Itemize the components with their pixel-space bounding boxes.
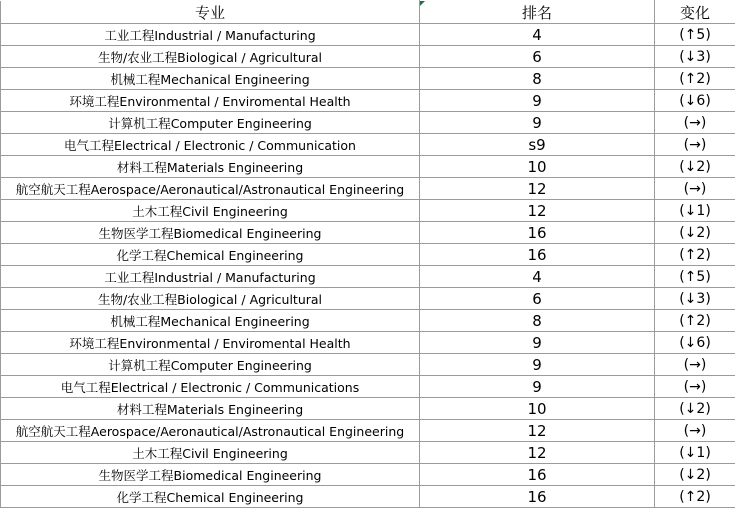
table-row: [1, 68, 735, 90]
major-cell[interactable]: 生物医学工程Biomedical Engineering: [1, 222, 420, 244]
table-row: [1, 288, 735, 310]
table-row: [1, 442, 735, 464]
major-cell[interactable]: 生物医学工程Biomedical Engineering: [1, 464, 420, 486]
table-body: [1, 24, 735, 508]
table-row: [1, 46, 735, 68]
table-row: [1, 420, 735, 442]
table-row: [1, 486, 735, 508]
change-cell[interactable]: (→): [655, 178, 735, 200]
change-cell[interactable]: (↓6): [655, 90, 735, 112]
change-cell[interactable]: (↓1): [655, 200, 735, 222]
header-change[interactable]: 变化: [655, 1, 735, 24]
rank-cell[interactable]: 12: [420, 442, 655, 464]
major-cell[interactable]: 环境工程Environmental / Enviromental Health: [1, 332, 420, 354]
rank-cell[interactable]: 6: [420, 288, 655, 310]
table-row: [1, 244, 735, 266]
rank-cell[interactable]: 16: [420, 464, 655, 486]
major-cell[interactable]: 机械工程Mechanical Engineering: [1, 310, 420, 332]
major-cell[interactable]: 工业工程Industrial / Manufacturing: [1, 24, 420, 46]
change-cell[interactable]: (↑5): [655, 24, 735, 46]
header-major[interactable]: 专业: [1, 1, 420, 24]
rank-cell[interactable]: 8: [420, 68, 655, 90]
rank-cell[interactable]: 9: [420, 376, 655, 398]
change-cell[interactable]: (↑5): [655, 266, 735, 288]
rank-cell[interactable]: 12: [420, 420, 655, 442]
change-cell[interactable]: (↑2): [655, 310, 735, 332]
major-cell[interactable]: 化学工程Chemical Engineering: [1, 486, 420, 508]
table-row: [1, 354, 735, 376]
table-row: [1, 156, 735, 178]
rank-cell[interactable]: 16: [420, 222, 655, 244]
major-cell[interactable]: 电气工程Electrical / Electronic / Communication: [1, 134, 420, 156]
table-row: [1, 112, 735, 134]
table-row: [1, 90, 735, 112]
table-row: [1, 332, 735, 354]
rank-cell[interactable]: 10: [420, 156, 655, 178]
table-row: [1, 376, 735, 398]
rank-cell[interactable]: 4: [420, 24, 655, 46]
change-cell[interactable]: (↑2): [655, 68, 735, 90]
rank-cell[interactable]: 9: [420, 90, 655, 112]
change-cell[interactable]: (↓1): [655, 442, 735, 464]
change-cell[interactable]: (→): [655, 420, 735, 442]
table-row: [1, 310, 735, 332]
header-row: [1, 1, 735, 24]
rank-cell[interactable]: 8: [420, 310, 655, 332]
change-cell[interactable]: (↓2): [655, 156, 735, 178]
rank-cell[interactable]: 16: [420, 244, 655, 266]
header-rank-label: 排名: [522, 4, 552, 22]
rank-cell[interactable]: 4: [420, 266, 655, 288]
major-cell[interactable]: 材料工程Materials Engineering: [1, 156, 420, 178]
major-cell[interactable]: 环境工程Environmental / Enviromental Health: [1, 90, 420, 112]
rank-cell[interactable]: s9: [420, 134, 655, 156]
major-cell[interactable]: 材料工程Materials Engineering: [1, 398, 420, 420]
change-cell[interactable]: (↓2): [655, 464, 735, 486]
major-cell[interactable]: 机械工程Mechanical Engineering: [1, 68, 420, 90]
table-row: [1, 222, 735, 244]
change-cell[interactable]: (↓6): [655, 332, 735, 354]
table-row: [1, 266, 735, 288]
rank-cell[interactable]: 6: [420, 46, 655, 68]
major-cell[interactable]: 计算机工程Computer Engineering: [1, 354, 420, 376]
major-cell[interactable]: 航空航天工程Aerospace/Aeronautical/Astronautical Engineering: [1, 420, 420, 442]
table-row: [1, 134, 735, 156]
table-row: [1, 398, 735, 420]
major-cell[interactable]: 航空航天工程Aerospace/Aeronautical/Astronautical Engineering: [1, 178, 420, 200]
rank-cell[interactable]: 9: [420, 112, 655, 134]
major-cell[interactable]: 工业工程Industrial / Manufacturing: [1, 266, 420, 288]
major-cell[interactable]: 计算机工程Computer Engineering: [1, 112, 420, 134]
change-cell[interactable]: (↓3): [655, 46, 735, 68]
major-cell[interactable]: 化学工程Chemical Engineering: [1, 244, 420, 266]
rank-cell[interactable]: 12: [420, 200, 655, 222]
rank-cell[interactable]: 9: [420, 332, 655, 354]
table-row: [1, 464, 735, 486]
rank-cell[interactable]: 12: [420, 178, 655, 200]
major-cell[interactable]: 电气工程Electrical / Electronic / Communications: [1, 376, 420, 398]
change-cell[interactable]: (→): [655, 376, 735, 398]
change-cell[interactable]: (↓3): [655, 288, 735, 310]
table-row: [1, 24, 735, 46]
change-cell[interactable]: (↑2): [655, 244, 735, 266]
major-cell[interactable]: 生物/农业工程Biological / Agricultural: [1, 46, 420, 68]
rank-cell[interactable]: 16: [420, 486, 655, 508]
table-row: [1, 178, 735, 200]
rank-cell[interactable]: 10: [420, 398, 655, 420]
change-cell[interactable]: (→): [655, 354, 735, 376]
rank-cell[interactable]: 9: [420, 354, 655, 376]
table-row: [1, 200, 735, 222]
change-cell[interactable]: (↓2): [655, 398, 735, 420]
major-cell[interactable]: 生物/农业工程Biological / Agricultural: [1, 288, 420, 310]
major-cell[interactable]: 土木工程Civil Engineering: [1, 200, 420, 222]
change-cell[interactable]: (↓2): [655, 222, 735, 244]
major-cell[interactable]: 土木工程Civil Engineering: [1, 442, 420, 464]
change-cell[interactable]: (↑2): [655, 486, 735, 508]
header-rank[interactable]: [420, 1, 655, 24]
change-cell[interactable]: (→): [655, 134, 735, 156]
change-cell[interactable]: (→): [655, 112, 735, 134]
cell-marker-icon: [420, 1, 425, 6]
